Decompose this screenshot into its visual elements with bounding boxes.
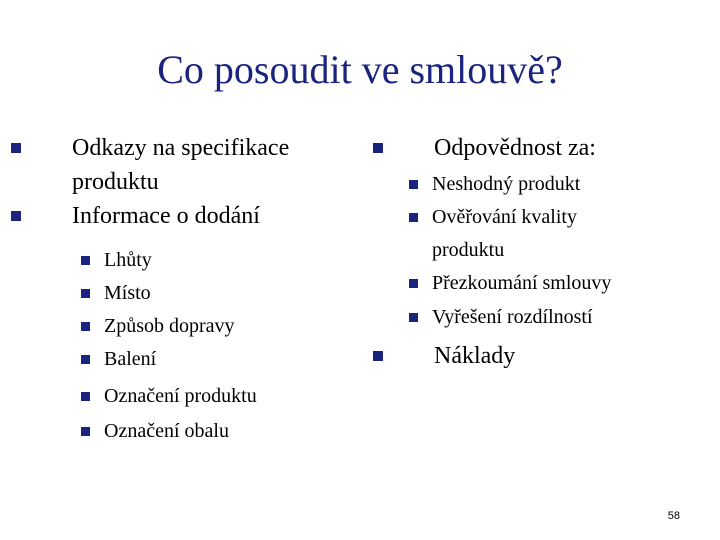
square-bullet-icon: [81, 427, 90, 436]
sub-item-text: Označení obalu: [104, 420, 229, 442]
sub-item-text: Neshodný produkt: [432, 173, 581, 195]
sub-item-text: Lhůty: [104, 249, 152, 271]
slide-title: Co posoudit ve smlouvě?: [157, 47, 563, 92]
square-bullet-icon: [409, 313, 418, 322]
sub-item-packaging: [104, 343, 156, 376]
sub-item-text: Označení produktu: [104, 385, 257, 407]
sub-item-product-marking: [104, 380, 257, 413]
item-text: Náklady: [434, 343, 516, 369]
sub-item-text-line-2: produktu: [432, 239, 505, 261]
page-number: 58: [667, 510, 680, 522]
sub-item-nonconforming-product: [432, 168, 580, 201]
sub-item-text-line-1: Ověřování kvality: [432, 206, 577, 228]
bullet-item-specifications: [72, 131, 289, 199]
item-text: Odpovědnost za:: [434, 135, 596, 161]
square-bullet-icon: [81, 355, 90, 364]
square-bullet-icon: [81, 392, 90, 401]
sub-item-text: Vyřešení rozdílností: [432, 306, 593, 328]
bullet-item-responsibility: [434, 131, 596, 165]
bullet-item-delivery-info: [72, 199, 260, 233]
sub-item-text: Přezkoumání smlouvy: [432, 272, 612, 294]
sub-item-text: Způsob dopravy: [104, 315, 235, 337]
sub-item-resolving-differences: [432, 301, 593, 334]
item-text: Informace o dodání: [72, 203, 260, 229]
square-bullet-icon: [11, 143, 21, 153]
square-bullet-icon: [373, 351, 383, 361]
square-bullet-icon: [81, 256, 90, 265]
sub-item-transport: [104, 310, 235, 343]
square-bullet-icon: [409, 279, 418, 288]
sub-item-text: Balení: [104, 348, 157, 370]
sub-item-deadlines: [104, 244, 152, 277]
sub-item-contract-review: [432, 267, 611, 300]
sub-item-text: Místo: [104, 282, 151, 304]
sub-item-package-marking: [104, 415, 229, 448]
square-bullet-icon: [11, 211, 21, 221]
item-text-line-2: produktu: [72, 169, 159, 195]
square-bullet-icon: [409, 180, 418, 189]
bullet-item-costs: [434, 339, 515, 373]
item-text-line-1: Odkazy na specifikace: [72, 135, 290, 161]
square-bullet-icon: [409, 213, 418, 222]
square-bullet-icon: [81, 289, 90, 298]
square-bullet-icon: [373, 143, 383, 153]
sub-item-quality-verification: [432, 201, 577, 267]
sub-item-place: [104, 277, 151, 310]
square-bullet-icon: [81, 322, 90, 331]
